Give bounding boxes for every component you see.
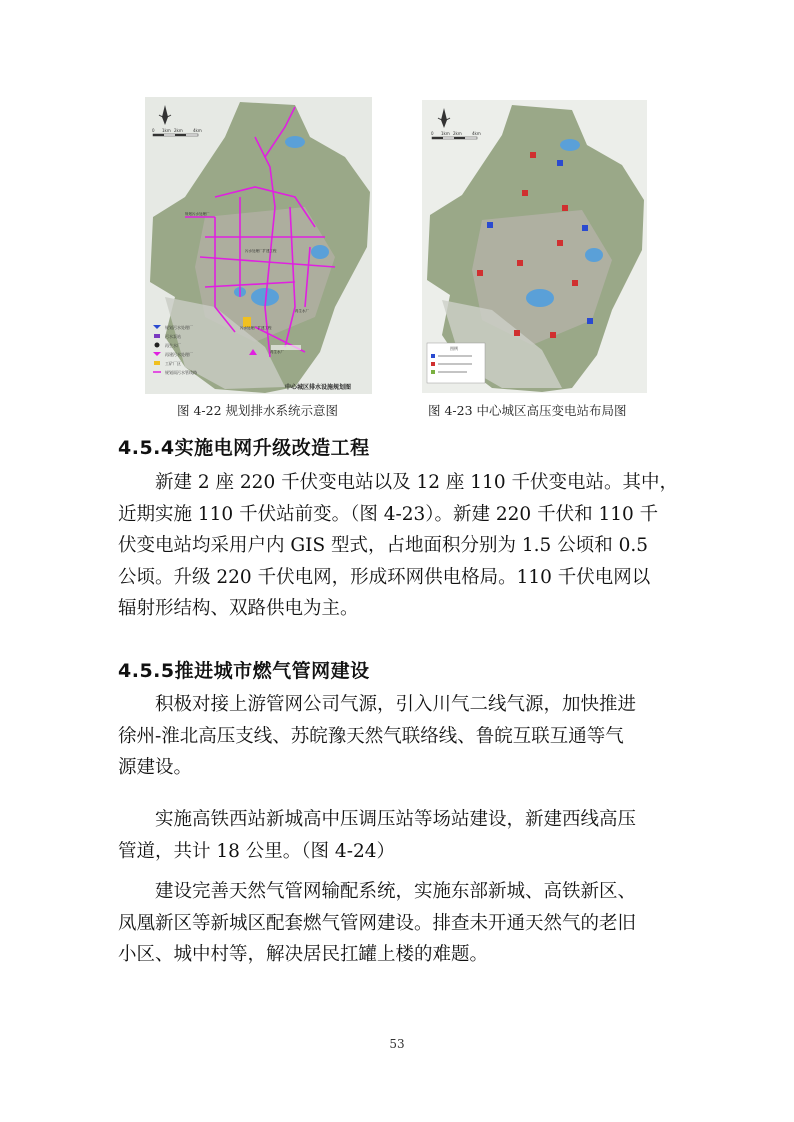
map-label: 规划污水处理厂 [185,212,210,216]
text-line: 伏变电站均采用户内 GIS 型式，占地面积分别为 1.5 公顷和 0.5 [118,535,649,556]
drainage-map-svg [145,97,372,394]
legend-item: 规划雨污水管线路 [165,370,197,375]
scale-label: 4km [193,128,202,133]
text-line: 积极对接上游管网公司气源，引入川气二线气源，加快推进 [155,694,637,715]
text-line: 实施高铁西站新城高中压调压站等场站建设，新建西线高压 [155,809,637,830]
scale-label: 0 [152,128,155,133]
text-line: 新建 2 座 220 千伏变电站以及 12 座 110 千伏变电站。其中， [155,472,678,493]
text-line: 源建设。 [118,757,193,778]
legend-item: 污水泵站 [165,334,181,339]
figure-caption: 图 4-23 中心城区高压变电站布局图 [428,403,627,418]
map-label: 再生水厂 [295,309,309,313]
paragraph [118,689,678,784]
figure-caption: 图 4-22 规划排水系统示意图 [177,403,339,418]
substation-map [422,100,647,393]
scale-label: 2km [174,128,183,133]
text-line: 近期实施 110 千伏站前变。（图 4-23）。新建 220 千伏和 110 千 [118,503,659,525]
section-heading: 4.5.5推进城市燃气管网建设 [118,660,370,682]
scale-label: 2km [453,131,462,136]
drainage-map [145,97,372,394]
text-line: 公顷。升级 220 千伏电网，形成环网供电格局。110 千伏电网以 [118,566,651,588]
legend-title: 图例 [450,346,458,351]
substation-map-svg [422,100,647,393]
text-line: 徐州-淮北高压支线、苏皖豫天然气联络线、鲁皖互联互通等气 [118,725,624,747]
scale-label: 4km [472,131,481,136]
legend-item: 再生水厂 [165,343,181,348]
paragraph [118,467,678,625]
scale-label: 0 [431,131,434,136]
text-line: 辐射形结构、双路供电为主。 [118,598,359,619]
page-number: 53 [389,1037,405,1051]
section-heading: 4.5.4实施电网升级改造工程 [118,437,370,459]
text-line: 小区、城中村等，解决居民扛罐上楼的难题。 [118,944,489,965]
text-line: 建设完善天然气管网输配系统，实施东部新城、高铁新区、 [155,881,637,902]
map-title: 中心城区排水设施规划图 [285,384,352,391]
map-legend [427,343,485,383]
text-line: 管道，共计 18 公里。（图 4-24） [118,840,395,862]
map-label: 污水处理厂扩建工程 [245,249,277,253]
scale-label: 1km [441,131,450,136]
legend-item: 规划污水处理厂 [165,325,193,330]
legend-item: 工矿厂区 [165,361,181,366]
map-label: 再生水厂 [270,350,284,354]
paragraph [118,876,678,971]
paragraph [118,804,678,867]
map-label: 污水处理厂扩建工程 [240,326,272,330]
legend-item: 再建污水处理厂 [165,352,193,357]
text-line: 凤凰新区等新城区配套燃气管网建设。排查未开通天然气的老旧 [118,912,637,934]
scale-label: 1km [162,128,171,133]
